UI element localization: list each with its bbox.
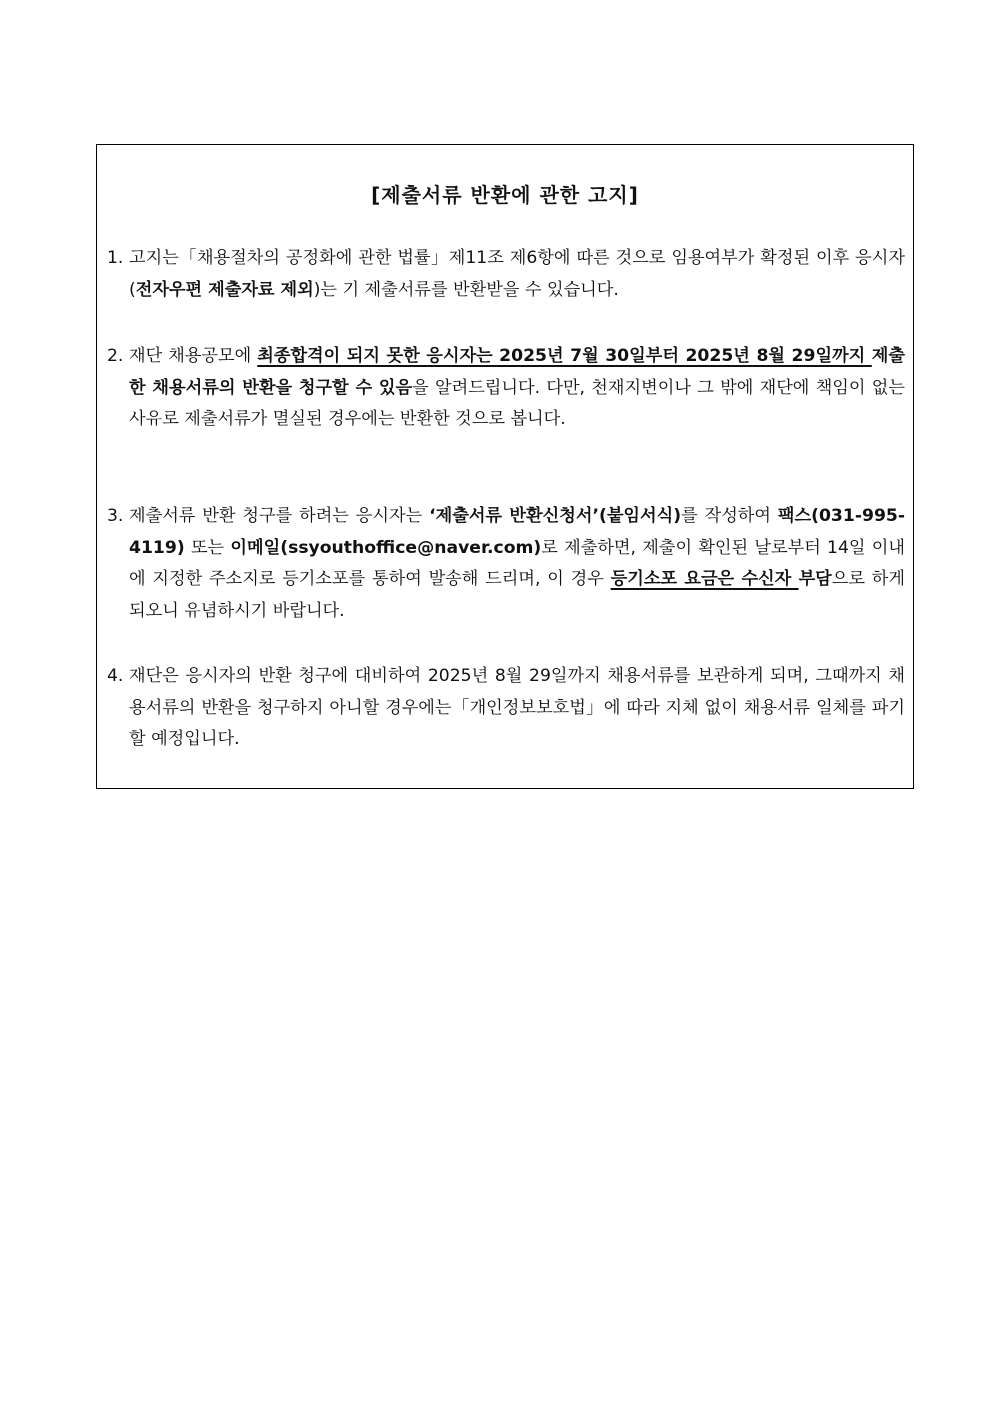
item-body	[129, 243, 905, 306]
item-bold-text: 전자우편 제출자료 제외	[135, 279, 314, 300]
item-text: 고지는「채용절차의 공정화에 관한 법률」제11조 제6항에 따른 것으로 임용여부가 확정된 이후 응시자(	[129, 248, 905, 300]
item-number: 2.	[107, 346, 124, 366]
item-body	[129, 501, 905, 627]
item-bold-text: ‘제출서류 반환신청서’(붙임서식)	[429, 506, 682, 526]
notice-item-2	[107, 341, 905, 436]
item-text: 로 제출하면, 제출이 확인된 날로부터 14일 이내에 지정한 주소지로 등기소포를 통하여 발송해 드리며, 이 경우	[129, 537, 905, 589]
fax-number: 팩스(031-995-4119)	[129, 506, 905, 558]
notice-item-1	[107, 243, 905, 306]
item-text: 재단은 응시자의 반환 청구에 대비하여 2025년 8월 29일까지 채용서류를 보관하게 되며, 그때까지 채용서류의 반환을 청구하지 아니할 경우에는「개인정보보호법」에 따라 지체 없이 채용서류 일체를 파기할 예정입니다.	[129, 666, 905, 749]
item-text: 으로 하게 되오니 유념하시기 바랍니다.	[129, 569, 905, 621]
item-body	[129, 661, 905, 756]
notice-item-4	[107, 661, 905, 756]
item-underlined-text: 등기소포 요금은 수신자	[610, 569, 799, 589]
item-text: 또는	[184, 537, 231, 558]
item-number: 4.	[107, 666, 124, 686]
item-underlined-text: 최종합격이 되지 못한 응시자는 2025년 7월 30일부터 2025년 8월 29일까지	[257, 346, 872, 366]
notice-box	[96, 144, 914, 789]
notice-item-3	[107, 501, 905, 627]
item-text: 를 작성하여	[681, 506, 778, 526]
item-text: 재단 채용공모에	[129, 346, 258, 366]
item-text: 제출서류 반환 청구를 하려는 응시자는	[129, 506, 430, 526]
item-text: )는 기 제출서류를 반환받을 수 있습니다.	[313, 279, 619, 300]
item-text: 을 알려드립니다. 다만, 천재지변이나 그 밖에 재단에 책임이 없는 사유로 제출서류가 멸실된 경우에는 반환한 것으로 봅니다.	[129, 377, 905, 429]
item-number: 1.	[107, 248, 124, 268]
item-body	[129, 341, 905, 436]
item-bold-text: 제출한 채용서류의 반환을 청구할 수 있음	[129, 346, 905, 398]
item-number: 3.	[107, 506, 124, 526]
notice-title: [제출서류 반환에 관한 고지]	[371, 183, 639, 207]
item-bold-text: 부담	[798, 569, 832, 589]
email-address: 이메일(ssyouthoffice@naver.com)	[230, 537, 542, 558]
